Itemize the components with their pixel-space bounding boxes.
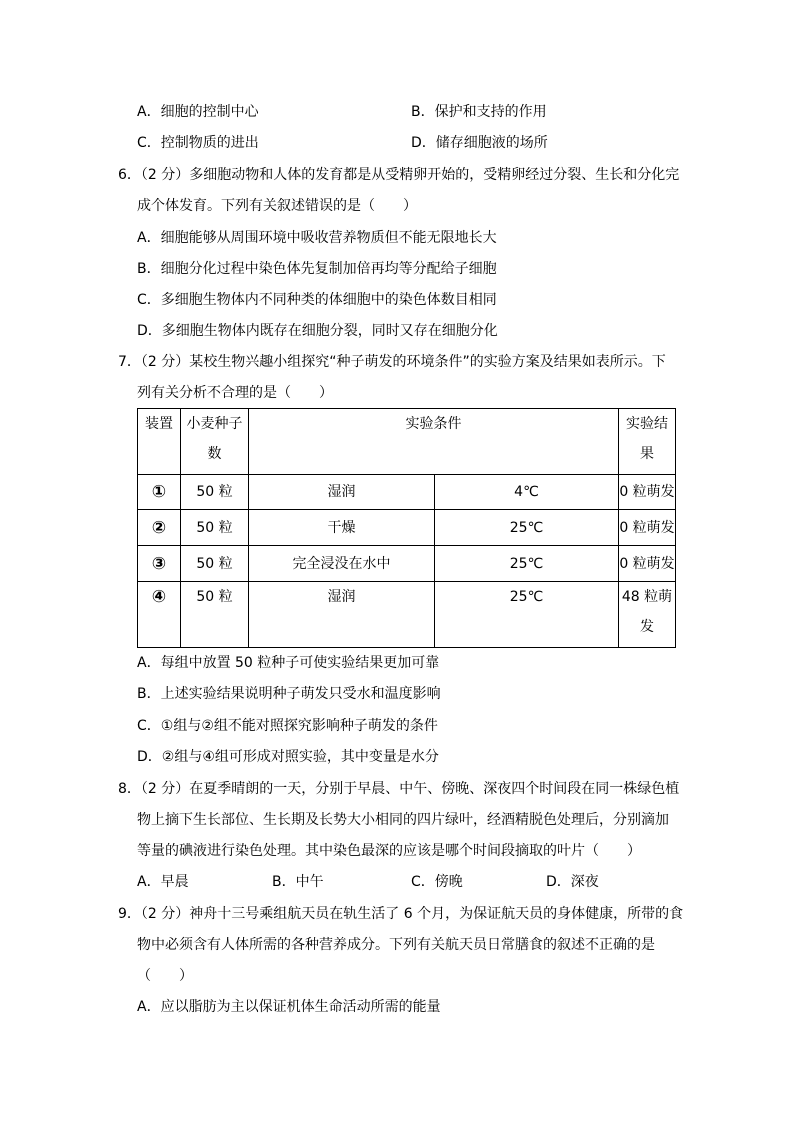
row-result-line-1: 48 粒萌: [621, 589, 673, 605]
q7-option-c: C．①组与②组不能对照探究影响种子萌发的条件: [137, 718, 438, 734]
row-moisture: 湿润: [249, 582, 435, 648]
q6-stem-line-2: 成个体发育。下列有关叙述错误的是（ ）: [137, 198, 417, 214]
row-seeds: 50 粒: [181, 475, 249, 510]
experiment-table: [137, 408, 676, 648]
header-condition: 实验条件: [249, 409, 619, 475]
q6-option-c: C．多细胞生物体内不同种类的体细胞中的染色体数目相同: [137, 292, 497, 308]
header-result-line-2: 果: [640, 446, 654, 462]
table-row: [138, 475, 676, 510]
table-header-row: [138, 409, 676, 475]
q7-option-b: B．上述实验结果说明种子萌发只受水和温度影响: [137, 686, 441, 702]
q9-stem-line-3: （ ）: [137, 968, 193, 984]
q8-stem-line-2: 物上摘下生长部位、生长期及长势大小相同的四片绿叶，经酒精脱色处理后，分别滴加: [137, 812, 669, 828]
row-temperature: 4℃: [435, 475, 619, 510]
row-result: 0 粒萌发: [619, 546, 676, 582]
q8-option-b: B．中午: [272, 874, 324, 890]
q8-option-c: C．傍晚: [411, 874, 463, 890]
row-result: [619, 582, 676, 648]
q5-option-c: C．控制物质的进出: [137, 135, 259, 151]
header-seeds-line-2: 数: [207, 446, 222, 462]
row-device-id: ①: [138, 475, 181, 510]
table-row: [138, 546, 676, 582]
header-result: [619, 409, 676, 475]
q9-stem-line-2: 物中必须含有人体所需的各种营养成分。下列有关航天员日常膳食的叙述不正确的是: [137, 937, 655, 953]
row-device-id: ④: [138, 582, 181, 648]
header-result-line-1: 实验结: [626, 416, 668, 432]
header-seeds: [181, 409, 249, 475]
row-temperature: 25℃: [435, 582, 619, 648]
row-result: 0 粒萌发: [619, 510, 676, 546]
q6-option-b: B．细胞分化过程中染色体先复制加倍再均等分配给子细胞: [137, 261, 497, 277]
q9-stem-line-1: 9．（2 分）神舟十三号乘组航天员在轨生活了 6 个月，为保证航天员的身体健康，所带的食: [118, 906, 684, 922]
header-device: 装置: [138, 409, 181, 475]
q7-stem-line-2: 列有关分析不合理的是（ ）: [137, 385, 333, 401]
q8-option-a: A．早晨: [137, 874, 189, 890]
q6-stem-line-1: 6．（2 分）多细胞动物和人体的发育都是从受精卵开始的，受精卵经过分裂、生长和分化完: [118, 167, 680, 183]
row-seeds: 50 粒: [181, 510, 249, 546]
row-temperature: 25℃: [435, 546, 619, 582]
header-seeds-line-1: 小麦种子: [186, 416, 243, 432]
q5-option-b: B．保护和支持的作用: [411, 104, 547, 120]
row-moisture: 完全浸没在水中: [249, 546, 435, 582]
row-temperature: 25℃: [435, 510, 619, 546]
q7-stem-line-1: 7．（2 分）某校生物兴趣小组探究“种子萌发的环境条件”的实验方案及结果如表所示。下: [118, 354, 666, 370]
row-moisture: 干燥: [249, 510, 435, 546]
row-device-id: ③: [138, 546, 181, 582]
row-result-line-2: 发: [640, 619, 654, 635]
row-seeds: 50 粒: [181, 582, 249, 648]
q5-option-a: A．细胞的控制中心: [137, 104, 259, 120]
q6-option-a: A．细胞能够从周围环境中吸收营养物质但不能无限地长大: [137, 230, 497, 246]
q8-stem-line-1: 8．（2 分）在夏季晴朗的一天，分别于早晨、中午、傍晚、深夜四个时间段在同一株绿色植: [118, 781, 680, 797]
table-row: [138, 582, 676, 648]
table-row: [138, 510, 676, 546]
row-seeds: 50 粒: [181, 546, 249, 582]
q9-option-a: A．应以脂肪为主以保证机体生命活动所需的能量: [137, 999, 441, 1015]
row-result: 0 粒萌发: [619, 475, 676, 510]
q7-option-a: A．每组中放置 50 粒种子可使实验结果更加可靠: [137, 655, 440, 671]
q7-option-d: D．②组与④组可形成对照实验，其中变量是水分: [137, 749, 439, 765]
q8-option-d: D．深夜: [546, 874, 599, 890]
q8-stem-line-3: 等量的碘液进行染色处理。其中染色最深的应该是哪个时间段摘取的叶片（ ）: [137, 843, 641, 859]
row-moisture: 湿润: [249, 475, 435, 510]
q5-option-d: D．储存细胞液的场所: [411, 135, 548, 151]
row-device-id: ②: [138, 510, 181, 546]
q6-option-d: D．多细胞生物体内既存在细胞分裂，同时又存在细胞分化: [137, 323, 498, 339]
